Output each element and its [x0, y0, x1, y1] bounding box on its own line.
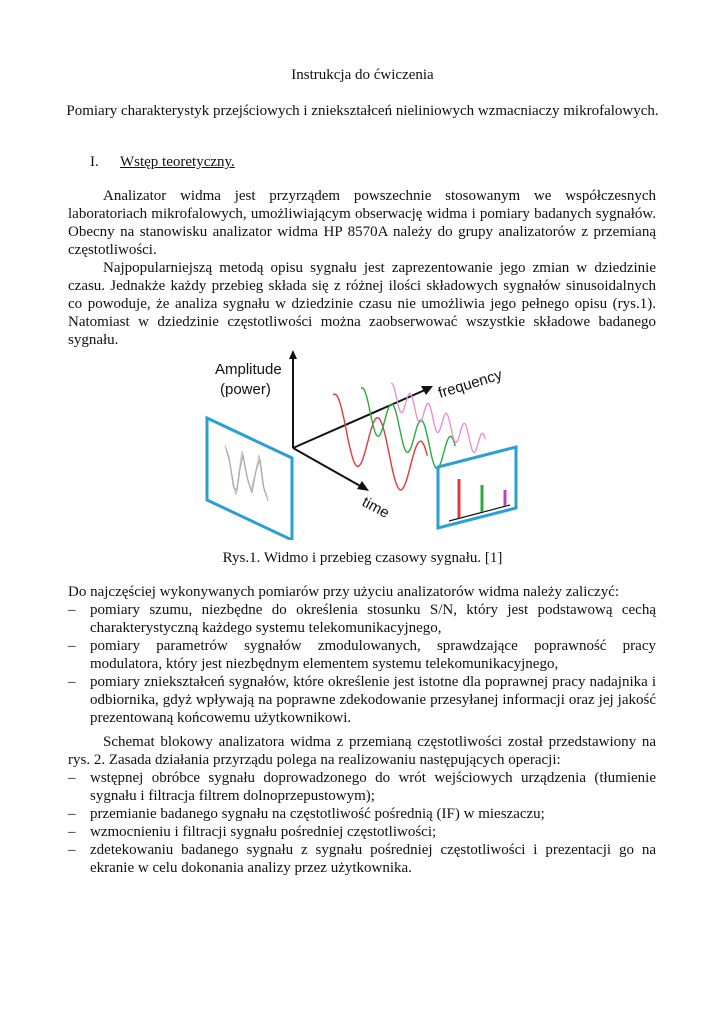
body-paragraphs [68, 187, 656, 349]
paragraph-3: Schemat blokowy analizatora widma z przemianą częstotliwości został przedstawiony na rys. 2. Zasada działania przyrządu polega na realizowaniu następujących operacji: [68, 734, 656, 768]
list-item-text: zdetekowaniu badanego sygnału z sygnału pośredniej częstotliwości i prezentacji go na ekranie w celu dokonania analizy przez użytkownika. [90, 842, 656, 876]
operations-list [68, 769, 656, 877]
list-item [68, 823, 656, 841]
frequency-axis [293, 390, 425, 448]
paragraph-1: Analizator widma jest przyrządem powszechnie stosowanym we współczesnych laboratoriach mikrofalowych, umożliwiającym obserwację widma i pomiary badanych sygnałów. Obecny na stanowisku analizator widma HP 8570A należy do grupy analizatorów z przemianą częstotliwości. [68, 188, 656, 258]
section-number: I. [90, 154, 99, 170]
time-domain-panel [207, 418, 292, 540]
frequency-domain-panel [438, 447, 516, 528]
figure-illustration [195, 345, 530, 540]
list-item-text: przemianie badanego sygnału na częstotliwość pośrednią (IF) w mieszaczu; [90, 806, 545, 822]
list-item-text: pomiary parametrów sygnałów zmodulowanych, sprawdzające poprawność pracy modulatora, który jest niezbędnym elementem systemu telekomunikacyjnego, [90, 638, 656, 672]
list-dash: – [68, 638, 76, 654]
doc-title: Instrukcja do ćwiczenia [291, 67, 434, 83]
list-item [68, 601, 656, 637]
frequency-label: frequency [436, 366, 505, 402]
list-dash: – [68, 602, 76, 618]
amplitude-arrow-icon [289, 350, 297, 359]
list1-intro: Do najczęściej wykonywanych pomiarów przy użyciu analizatorów widma należy zaliczyć: [68, 584, 620, 600]
list-item [68, 637, 656, 673]
amplitude-label: Amplitude [215, 361, 282, 378]
time-label: time [359, 493, 393, 522]
power-label: (power) [220, 381, 271, 398]
list-item [68, 805, 656, 823]
list-item-text: wstępnej obróbce sygnału doprowadzonego do wrót wejściowych urządzenia (tłumienie sygnału i filtracja filtrem dolnoprzepustowym); [90, 770, 656, 804]
section-title: Wstęp teoretyczny. [119, 154, 235, 170]
list-item-text: pomiary szumu, niezbędne do określenia stosunku S/N, który jest podstawową cechą charakterystyczną każdego systemu telekomunikacyjnego, [90, 602, 656, 636]
time-trace-dark [226, 449, 268, 501]
list-dash: – [68, 674, 76, 690]
list-item [68, 769, 656, 805]
list-dash: – [68, 824, 76, 840]
list-item-text: pomiary zniekształceń sygnałów, które określenie jest istotne dla poprawnej pracy nadajnika i odbiornika, gdyż wpływają na poprawne zdekodowanie przesyłanej informacji oraz jej jakość prezentowaną końcowemu użytkownikowi. [90, 674, 656, 726]
figure-caption: Rys.1. Widmo i przebieg czasowy sygnału. [1] [222, 550, 503, 566]
list-dash: – [68, 842, 76, 858]
list-item-text: wzmocnieniu i filtracji sygnału pośredniej częstotliwości; [90, 824, 437, 840]
doc-subtitle: Pomiary charakterystyk przejściowych i zniekształceń nieliniowych wzmacniaczy mikrofalowych. [66, 103, 659, 119]
list-dash: – [68, 770, 76, 786]
measurement-list [68, 601, 656, 727]
list-item [68, 673, 656, 727]
figure-spectrum-time [195, 345, 530, 540]
paragraph-2: Najpopularniejszą metodą opisu sygnału jest zaprezentowanie jego zmian w dziedzinie czasu. Jednakże każdy przebieg składa się z różnej ilości składowych sygnałów sinusoidalnych co powoduje, że analiza sygnału w dziedzinie czasu nie umożliwia jego pełnego opisu (rys.1). Natomiast w dziedzinie częstotliwości można zaobserwować wszystkie składowe badanego sygnału. [68, 260, 656, 348]
section-heading [90, 153, 235, 171]
list-dash: – [68, 806, 76, 822]
list-item [68, 841, 656, 877]
